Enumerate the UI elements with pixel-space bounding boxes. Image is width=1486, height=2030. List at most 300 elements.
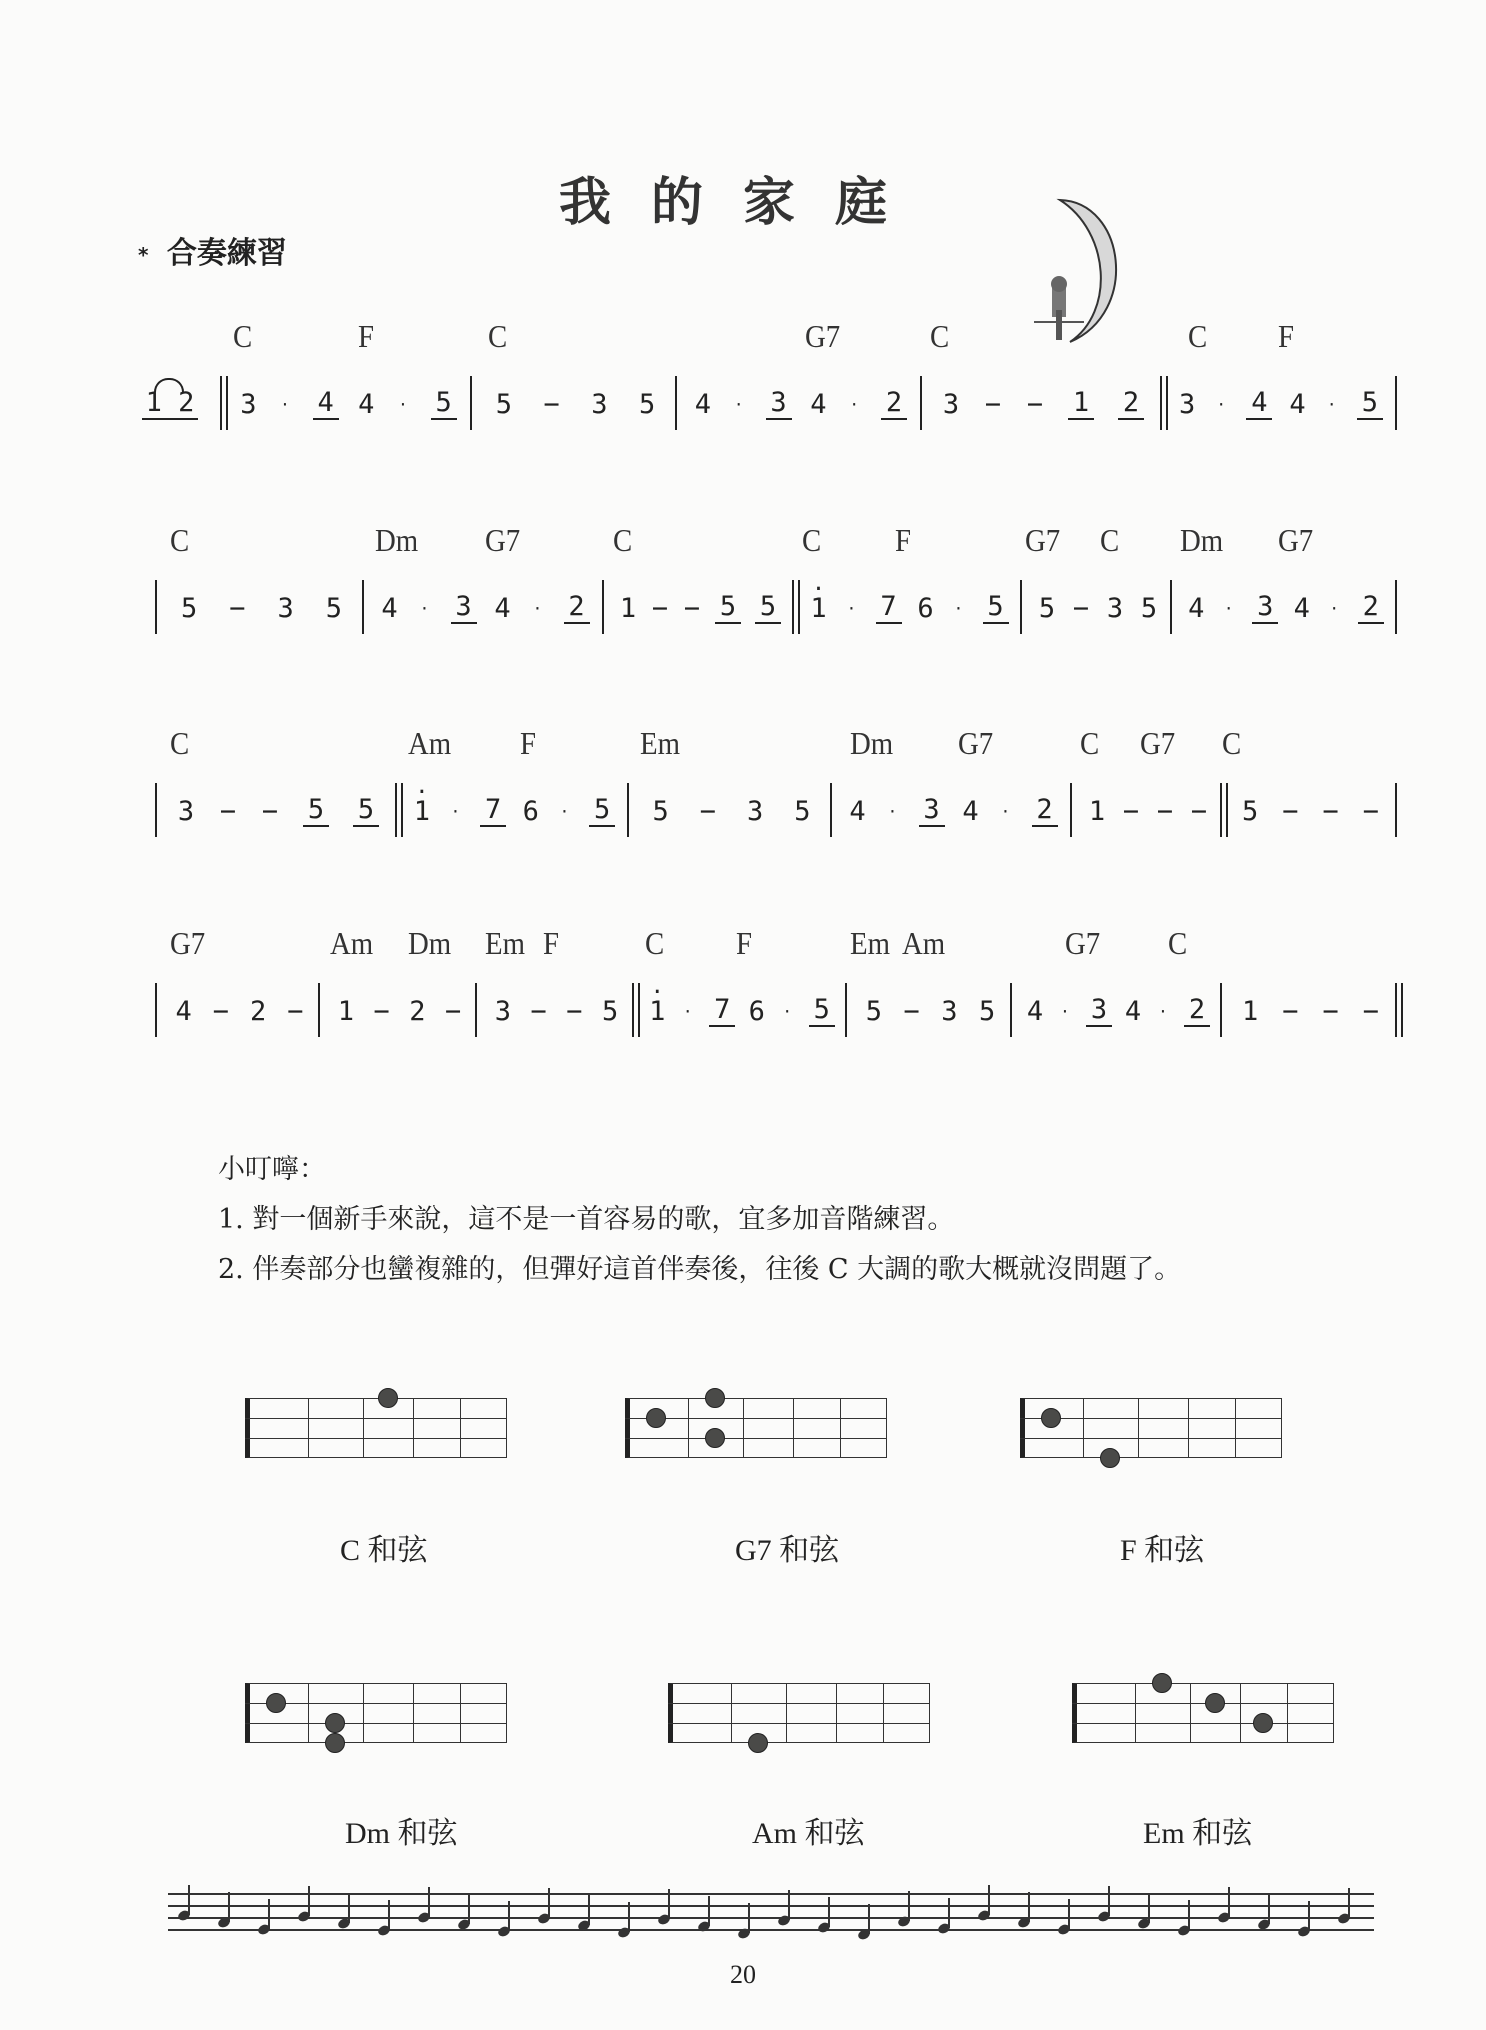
chord-symbol: C (488, 318, 508, 354)
eighth-note: 3 (451, 592, 477, 624)
dotted-rhythm: · (280, 394, 290, 414)
measure (612, 588, 788, 628)
note: 4 (1289, 388, 1306, 420)
chord-symbol: C (645, 925, 665, 961)
page-title: 我的家庭 (558, 173, 927, 233)
note: 3 (177, 795, 195, 827)
barline (845, 983, 847, 1037)
double-barline (1395, 983, 1403, 1037)
dotted-rhythm: · (532, 598, 543, 618)
eighth-note: 2 (1032, 795, 1058, 827)
note-stem (1068, 1899, 1070, 1929)
sustain-dash: − (1362, 995, 1379, 1027)
eighth-note: 2 (881, 388, 907, 420)
fret-line (1083, 1398, 1084, 1458)
measure (1020, 991, 1216, 1031)
barline (1170, 580, 1172, 634)
note: 5 (978, 995, 996, 1027)
sustain-dash: − (903, 995, 920, 1027)
note: 4 (494, 592, 511, 624)
note-stem (908, 1891, 910, 1921)
chord-symbol: G7 (485, 522, 521, 558)
sustain-dash: − (530, 995, 547, 1027)
chord-symbol: Dm (375, 522, 419, 558)
chord-diagram-em (1072, 1683, 1334, 1743)
finger-dot-icon (1100, 1448, 1120, 1468)
eighth-note: 5 (431, 388, 457, 420)
note: 4 (1124, 995, 1142, 1027)
eighth-note: 5 (809, 995, 835, 1027)
chord-diagram-label: Dm 和弦 (345, 1817, 458, 1850)
score-row-1 (140, 318, 1400, 448)
chord-symbol: C (802, 522, 822, 558)
sustain-dash: − (543, 388, 560, 420)
double-barline (1160, 376, 1168, 430)
note: 1 (1088, 795, 1106, 827)
note-stem (348, 1893, 350, 1923)
fret-line (836, 1683, 837, 1743)
chord-diagram-label: F 和弦 (1120, 1534, 1205, 1567)
fretboard-grid (1020, 1398, 1282, 1458)
chord-diagram-label: Em 和弦 (1143, 1817, 1253, 1850)
sustain-dash: − (219, 795, 237, 827)
chord-diagram-f (1020, 1398, 1282, 1458)
fret-line (1135, 1683, 1136, 1743)
string-line (668, 1703, 930, 1704)
sustain-dash: − (699, 795, 716, 827)
chord-symbol: G7 (1278, 522, 1314, 558)
string-line (1020, 1438, 1282, 1439)
chord-diagram-c (245, 1398, 507, 1458)
chord-diagram-label: G7 和弦 (735, 1534, 840, 1567)
string-line (625, 1438, 887, 1439)
note-stem (788, 1890, 790, 1920)
fret-line (1287, 1683, 1288, 1743)
barline (1070, 783, 1072, 837)
chord-symbol: Dm (408, 925, 452, 961)
finger-dot-icon (325, 1713, 345, 1733)
barline (362, 580, 364, 634)
fret-line (363, 1398, 364, 1458)
subtitle-text: 合奏練習 (166, 236, 287, 271)
note: 4 (694, 388, 712, 420)
measure (372, 588, 598, 628)
note: 4 (1188, 592, 1205, 624)
chord-symbol: C (1222, 725, 1242, 761)
fretboard-grid (668, 1683, 930, 1743)
sustain-dash: − (1322, 795, 1339, 827)
note-stem (948, 1898, 950, 1928)
note: 5 (652, 795, 669, 827)
chord-symbol: G7 (170, 925, 206, 961)
sustain-dash: − (1282, 795, 1299, 827)
eighth-note: 5 (983, 592, 1009, 624)
eighth-note: 3 (1086, 995, 1112, 1027)
barline (1395, 783, 1397, 837)
fretboard-grid (625, 1398, 887, 1458)
high-note: · 1 (810, 593, 828, 624)
pickup-measure (130, 384, 210, 424)
finger-dot-icon (748, 1733, 768, 1753)
dotted-rhythm: · (733, 394, 744, 414)
chord-diagram-am (668, 1683, 930, 1743)
chord-symbol: G7 (1065, 925, 1101, 961)
measure (485, 991, 628, 1031)
eighth-note: 1 2 (142, 388, 199, 420)
fermata-icon (154, 378, 184, 392)
measure (1230, 991, 1391, 1031)
note-stem (308, 1886, 310, 1916)
note-stem (1268, 1894, 1270, 1924)
sustain-dash: − (1072, 592, 1090, 624)
note-stem (1148, 1893, 1150, 1923)
note-stem (1108, 1886, 1110, 1916)
chord-symbol: C (1100, 522, 1120, 558)
fret-line (1190, 1683, 1191, 1743)
double-barline (395, 783, 403, 837)
chord-symbol: C (170, 522, 190, 558)
fret-line (786, 1683, 787, 1743)
note-stem (628, 1902, 630, 1932)
barline (627, 783, 629, 837)
chord-symbol: Am (330, 925, 374, 961)
note: 3 (494, 995, 511, 1027)
barline (1020, 580, 1022, 634)
high-note: · 1 (413, 796, 431, 827)
finger-dot-icon (325, 1733, 345, 1753)
note-stem (868, 1904, 870, 1934)
tip-item-2: 2. 伴奏部分也蠻複雜的，但彈好這首伴奏後，往後 C 大調的歌大概就沒問題了。 (218, 1254, 1182, 1285)
string-line (1072, 1723, 1334, 1724)
sustain-dash: − (261, 795, 279, 827)
double-barline (1220, 783, 1228, 837)
finger-dot-icon (266, 1693, 286, 1713)
chord-symbol: F (895, 522, 912, 558)
dotted-rhythm: · (419, 598, 430, 618)
note: 5 (1241, 795, 1259, 827)
note-stem (268, 1899, 270, 1929)
eighth-note: 5 (715, 592, 741, 624)
note: 1 (337, 995, 354, 1027)
eighth-note: 2 (1358, 592, 1384, 624)
note: 4 (381, 592, 398, 624)
note: 6 (748, 995, 765, 1027)
note: 5 (1038, 592, 1056, 624)
dotted-rhythm: · (682, 1001, 693, 1021)
measure (1170, 384, 1391, 424)
string-line (245, 1723, 507, 1724)
chord-diagram-label: Am 和弦 (752, 1817, 865, 1850)
note: 4 (962, 795, 979, 827)
chord-symbol: F (543, 925, 560, 961)
double-barline (792, 580, 800, 634)
finger-dot-icon (1041, 1408, 1061, 1428)
sustain-dash: − (287, 995, 304, 1027)
fret-line (1188, 1398, 1189, 1458)
staff-line (168, 1929, 1374, 1931)
string-line (1072, 1703, 1334, 1704)
dotted-rhythm: · (450, 801, 461, 821)
measure (230, 384, 466, 424)
finger-dot-icon (1253, 1713, 1273, 1733)
note-stem (748, 1903, 750, 1933)
note: 1 (619, 592, 637, 624)
fret-line (460, 1398, 461, 1458)
sustain-dash: − (683, 592, 701, 624)
note-stem (228, 1892, 230, 1922)
barline (155, 580, 157, 634)
measure (685, 384, 916, 424)
note: 4 (1026, 995, 1044, 1027)
chord-symbol: G7 (805, 318, 841, 354)
note-stem (1188, 1900, 1190, 1930)
eighth-note: 3 (1252, 592, 1278, 624)
measure (165, 588, 358, 628)
barline (1395, 580, 1397, 634)
eighth-note: 3 (766, 388, 792, 420)
chord-symbol: G7 (1140, 725, 1176, 761)
chord-diagram-g7 (625, 1398, 887, 1458)
barline (475, 983, 477, 1037)
chord-symbol: Am (408, 725, 452, 761)
sustain-dash: − (373, 995, 390, 1027)
fret-line (1138, 1398, 1139, 1458)
decorative-staff-icon (168, 1893, 1374, 1939)
eighth-note: 4 (1246, 388, 1272, 420)
note: 2 (249, 995, 267, 1027)
sustain-dash: − (1026, 388, 1044, 420)
finger-dot-icon (1152, 1673, 1172, 1693)
note: 4 (849, 795, 866, 827)
eighth-note: 2 (564, 592, 590, 624)
sustain-dash: − (212, 995, 229, 1027)
note-stem (828, 1897, 830, 1927)
measure (855, 991, 1006, 1031)
eighth-note: 4 (313, 388, 339, 420)
score-row-4 (140, 925, 1400, 1055)
finger-dot-icon (646, 1408, 666, 1428)
high-note: · 1 (648, 996, 666, 1027)
page-number: 20 (730, 1960, 756, 1989)
dotted-rhythm: · (559, 801, 570, 821)
note: 3 (240, 388, 257, 420)
double-barline (632, 983, 640, 1037)
asterisk-icon: * (138, 242, 149, 267)
fret-line (1235, 1398, 1236, 1458)
barline (318, 983, 320, 1037)
note-stem (468, 1894, 470, 1924)
measure (165, 991, 314, 1031)
chord-symbol: F (736, 925, 753, 961)
note-stem (708, 1896, 710, 1926)
finger-dot-icon (1205, 1693, 1225, 1713)
eighth-note: 7 (876, 592, 902, 624)
chord-symbol: C (613, 522, 633, 558)
note: 3 (942, 388, 960, 420)
measure (637, 791, 826, 831)
fret-line (308, 1398, 309, 1458)
barline (602, 580, 604, 634)
note: 3 (277, 592, 294, 624)
fret-line (743, 1398, 744, 1458)
note: 3 (1178, 388, 1196, 420)
fret-line (840, 1398, 841, 1458)
note: 5 (865, 995, 882, 1027)
measure (480, 384, 671, 424)
section-subtitle (138, 228, 287, 272)
note: 5 (638, 388, 656, 420)
barline (830, 783, 832, 837)
sustain-dash: − (984, 388, 1002, 420)
dotted-rhythm: · (953, 598, 964, 618)
note: 4 (810, 388, 827, 420)
notation-line (140, 580, 1400, 636)
sustain-dash: − (651, 592, 669, 624)
measure (1180, 588, 1391, 628)
note-stem (428, 1887, 430, 1917)
score-row-3 (140, 725, 1400, 855)
string-line (668, 1723, 930, 1724)
eighth-note: 5 (353, 795, 379, 827)
chord-symbol: Dm (1180, 522, 1224, 558)
note: 1 (1241, 995, 1259, 1027)
string-line (245, 1418, 507, 1419)
fret-line (413, 1683, 414, 1743)
chord-symbol: C (233, 318, 253, 354)
fretboard-grid (1072, 1683, 1334, 1743)
chord-symbol: Em (485, 925, 525, 961)
fret-line (413, 1398, 414, 1458)
chord-symbol: F (1278, 318, 1295, 354)
measure (642, 991, 841, 1031)
dotted-rhythm: · (887, 801, 898, 821)
finger-dot-icon (378, 1388, 398, 1408)
fretboard-grid (245, 1683, 507, 1743)
sustain-dash: − (1362, 795, 1379, 827)
measure (930, 384, 1156, 424)
note: 4 (358, 388, 375, 420)
eighth-note: 5 (303, 795, 329, 827)
eighth-note: 1 (1068, 388, 1094, 420)
note-stem (388, 1900, 390, 1930)
note: 3 (941, 995, 958, 1027)
dotted-rhythm: · (1329, 598, 1340, 618)
chord-symbol: C (170, 725, 190, 761)
measure (1230, 791, 1391, 831)
fret-line (793, 1398, 794, 1458)
note: 2 (409, 995, 426, 1027)
note: 3 (1106, 592, 1124, 624)
dotted-rhythm: · (398, 394, 408, 414)
sustain-dash: − (444, 995, 462, 1027)
chord-symbol: G7 (1025, 522, 1061, 558)
fret-line (363, 1683, 364, 1743)
dotted-rhythm: · (846, 598, 857, 618)
sustain-dash: − (1282, 995, 1299, 1027)
eighth-note: 3 (919, 795, 945, 827)
note: 3 (746, 795, 764, 827)
dotted-rhythm: · (1000, 801, 1011, 821)
measure (405, 791, 623, 831)
note: 5 (180, 592, 198, 624)
dotted-rhythm: · (1158, 1001, 1168, 1021)
dotted-rhythm: · (1326, 394, 1337, 414)
dotted-rhythm: · (1060, 1001, 1070, 1021)
sustain-dash: − (566, 995, 583, 1027)
fret-line (460, 1683, 461, 1743)
chord-symbol: C (1080, 725, 1100, 761)
barline (470, 376, 472, 430)
chord-symbol: F (520, 725, 537, 761)
chord-symbol: Em (640, 725, 680, 761)
barline (1395, 376, 1397, 430)
chord-symbol: C (1168, 925, 1188, 961)
score-row-2 (140, 522, 1400, 652)
note: 5 (1140, 592, 1158, 624)
note: 4 (175, 995, 192, 1027)
chord-symbol: C (930, 318, 950, 354)
eighth-note: 5 (589, 795, 615, 827)
chord-symbol: G7 (958, 725, 994, 761)
dotted-rhythm: · (1216, 394, 1227, 414)
note-stem (668, 1889, 670, 1919)
note-stem (1028, 1892, 1030, 1922)
tips-heading: 小叮嚀： (218, 1154, 326, 1185)
notation-line (140, 983, 1400, 1039)
measure (1080, 791, 1216, 831)
finger-dot-icon (705, 1428, 725, 1448)
fret-line (883, 1683, 884, 1743)
barline (155, 783, 157, 837)
eighth-note: 7 (709, 995, 735, 1027)
note-stem (1308, 1901, 1310, 1931)
fret-line (1240, 1683, 1241, 1743)
note-stem (548, 1888, 550, 1918)
eighth-note: 7 (480, 795, 506, 827)
measure (802, 588, 1016, 628)
sustain-dash: − (1122, 795, 1140, 827)
note-stem (1228, 1887, 1230, 1917)
note: 6 (917, 592, 934, 624)
note-stem (588, 1895, 590, 1925)
fretboard-grid (245, 1398, 507, 1458)
note: 3 (591, 388, 608, 420)
string-line (245, 1438, 507, 1439)
fret-line (308, 1683, 309, 1743)
chord-symbol: Dm (850, 725, 894, 761)
fret-line (731, 1683, 732, 1743)
barline (155, 983, 157, 1037)
chord-diagram-dm (245, 1683, 507, 1743)
note: 5 (601, 995, 619, 1027)
double-barline (220, 376, 228, 430)
tip-item-1: 1. 對一個新手來說，這不是一首容易的歌，宜多加音階練習。 (218, 1204, 955, 1235)
note-stem (988, 1885, 990, 1915)
measure (165, 791, 391, 831)
tips-section (218, 1145, 1181, 1295)
note-stem (508, 1901, 510, 1931)
note-stem (188, 1885, 190, 1915)
notation-line (140, 783, 1400, 839)
note: 6 (522, 795, 539, 827)
chord-symbol: Am (902, 925, 946, 961)
chord-diagram-label: C 和弦 (340, 1534, 428, 1567)
barline (1010, 983, 1012, 1037)
chord-symbol: F (358, 318, 375, 354)
eighth-note: 2 (1118, 388, 1144, 420)
measure (1030, 588, 1166, 628)
dotted-rhythm: · (782, 1001, 793, 1021)
